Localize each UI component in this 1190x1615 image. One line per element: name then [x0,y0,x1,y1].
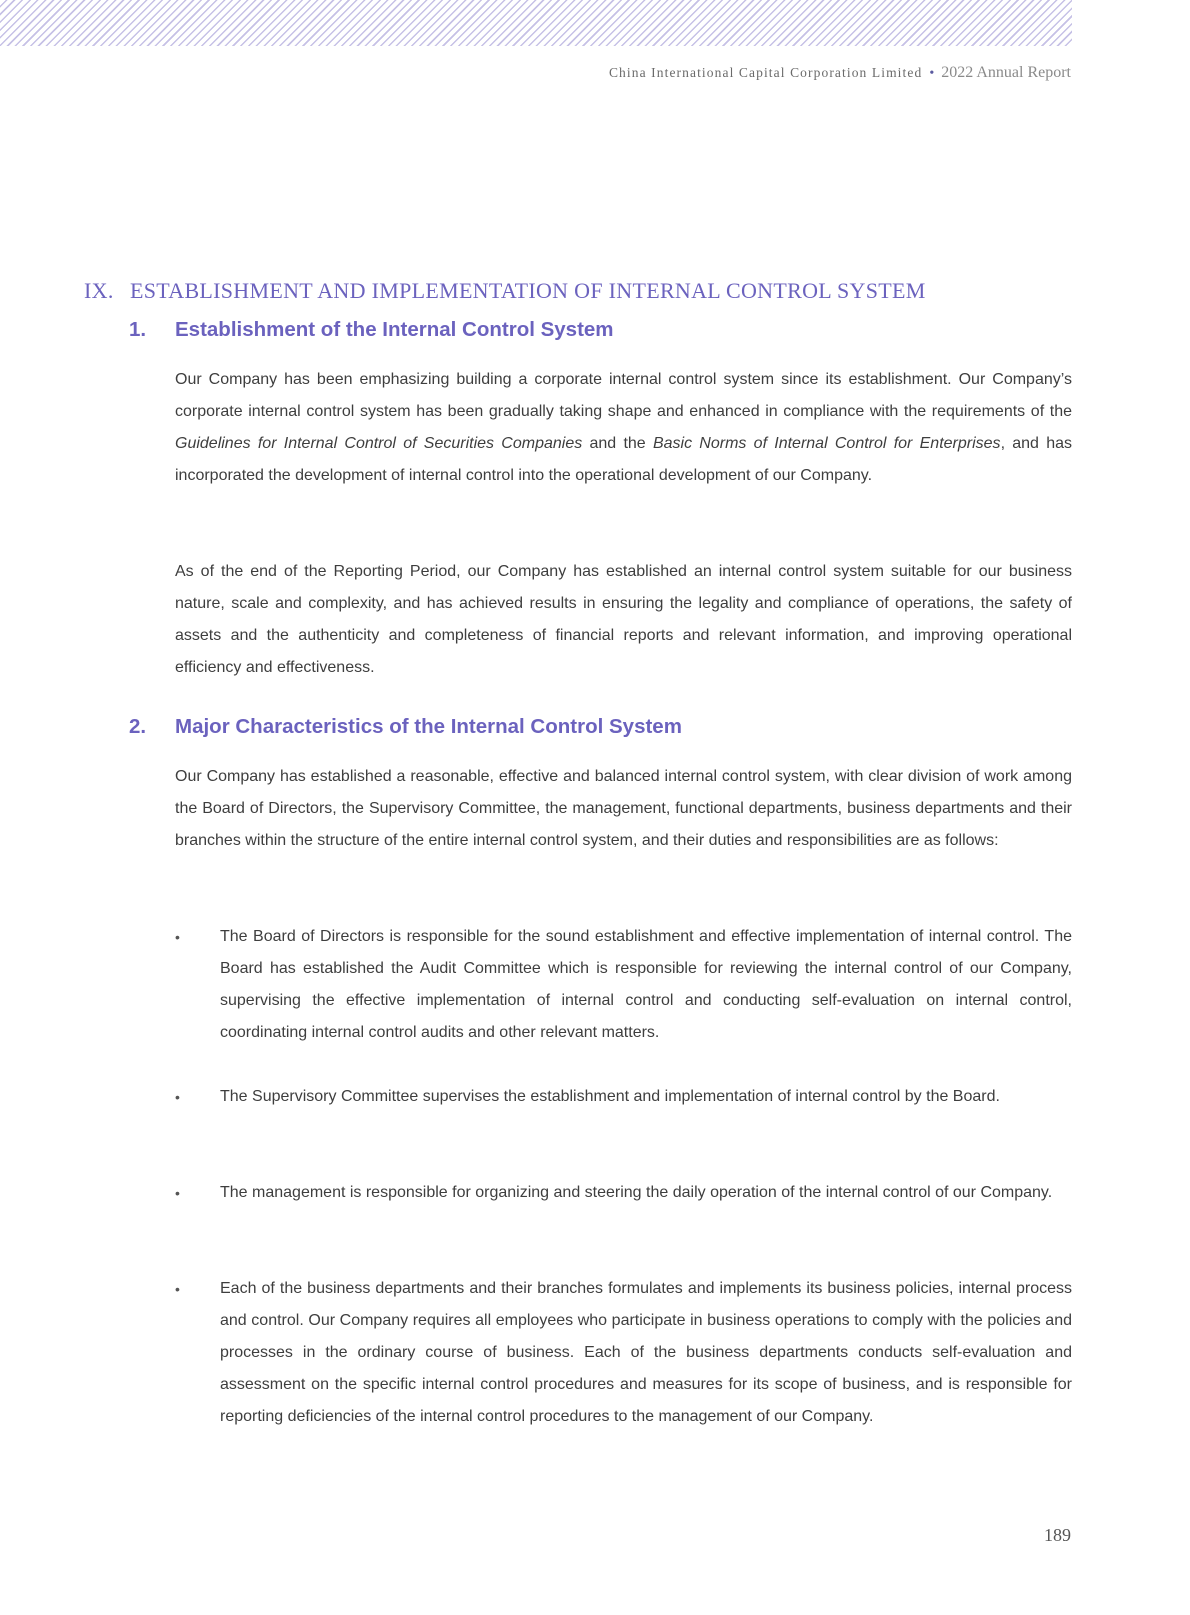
header-report-title: 2022 Annual Report [941,64,1071,81]
subsection-2-title: Major Characteristics of the Internal Control System [175,715,682,738]
section-title: ESTABLISHMENT AND IMPLEMENTATION OF INTERNAL CONTROL SYSTEM [130,278,926,303]
p1-guidelines-title: Guidelines for Internal Control of Securities Companies [175,435,583,452]
header-separator: • [929,66,935,81]
p1-text-b: and the [582,435,653,452]
subsection-1-title: Establishment of the Internal Control System [175,318,614,341]
running-header [609,64,1071,82]
section-number: IX. [84,278,114,303]
subsection-1-number: 1. [129,318,147,341]
subsection-1-paragraph-1 [175,364,1072,492]
bullet-item-supervisory [175,1081,1072,1113]
bullet-mark: • [175,1185,180,1201]
bullet-item-management [175,1177,1072,1209]
bullet-text: Each of the business departments and their branches formulates and implements its business policies, internal process and control. Our Company requires all employees who participate in business operations to comply with the policies and processes in the ordinary course of business. Each of the business departments conducts self-evaluation and assessment on the specific internal control procedures and measures for its scope of business, and is responsible for reporting deficiencies of the internal control procedures to the management of our Company. [220,1280,1072,1425]
bullet-item-board [175,921,1072,1049]
bullet-text: The management is responsible for organizing and steering the daily operation of the internal control of our Company. [220,1184,1053,1201]
bullet-mark: • [175,1089,180,1105]
p1-text-a: Our Company has been emphasizing building a corporate internal control system since its establishment. Our Company’s corporate internal control system has been gradually taking shape and enhanced in compliance with the requirements of the [175,371,1072,420]
bullet-mark: • [175,929,180,945]
header-hatch-band [0,0,1072,46]
p1-basic-norms-title: Basic Norms of Internal Control for Enterprises [652,435,1001,452]
bullet-text: The Supervisory Committee supervises the establishment and implementation of internal control by the Board. [220,1088,1000,1105]
bullet-text: The Board of Directors is responsible for the sound establishment and effective implementation of internal control. The Board has established the Audit Committee which is responsible for reviewing the internal control of our Company, supervising the effective implementation of internal control and conducting self-evaluation on internal control, coordinating internal control audits and other relevant matters. [220,928,1072,1041]
header-company-name: China International Capital Corporation Limited [608,65,923,80]
subsection-1-paragraph-2: As of the end of the Reporting Period, our Company has established an internal control system suitable for our business nature, scale and complexity, and has achieved results in ensuring the legality and compliance of operations, the safety of assets and the authenticity and completeness of financial reports and relevant information, and improving operational efficiency and effectiveness. [175,563,1072,676]
bullet-item-business-departments [175,1273,1072,1433]
subsection-2-number: 2. [129,715,147,738]
page-number: 189 [1044,1525,1071,1545]
bullet-mark: • [175,1281,180,1297]
section-heading [84,278,926,304]
subsection-2-intro: Our Company has established a reasonable, effective and balanced internal control system, with clear division of work among the Board of Directors, the Supervisory Committee, the management, functional departments, business departments and their branches within the structure of the entire internal control system, and their duties and responsibilities are as follows: [175,768,1072,849]
p1-text-c: , and has incorporated the development of internal control into the operational development of our Company. [175,435,1072,484]
